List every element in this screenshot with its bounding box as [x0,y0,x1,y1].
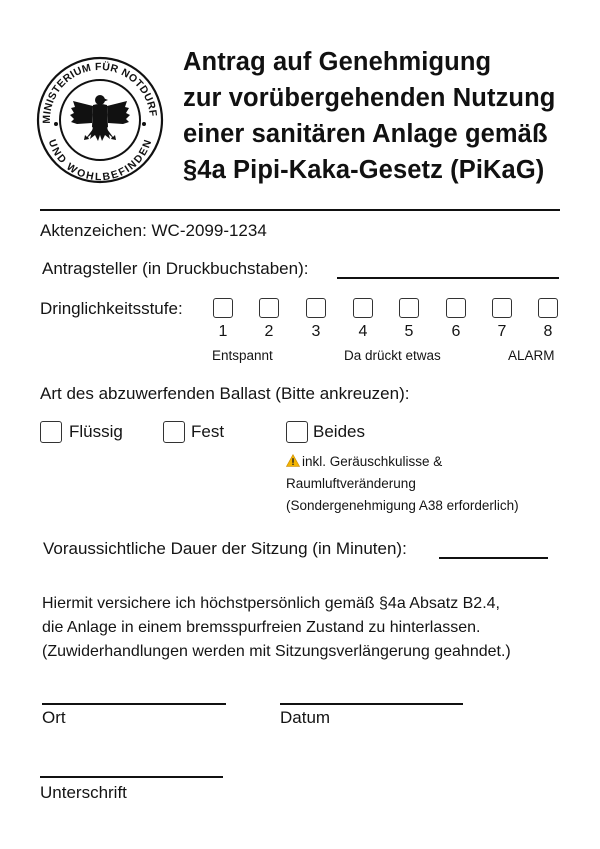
ballast-checkbox-both[interactable] [286,421,308,443]
place-field[interactable] [42,703,226,705]
place-label: Ort [42,708,66,727]
urgency-checkbox-5[interactable] [399,298,419,318]
urgency-checkbox-4[interactable] [353,298,373,318]
urgency-level-number: 7 [497,323,507,340]
declaration-line: (Zuwiderhandlungen werden mit Sitzungsverlängerung geahndet.) [42,643,511,660]
applicant-field[interactable] [337,277,559,279]
header-divider [40,209,560,211]
title-line: zur vorübergehenden Nutzung [183,84,556,112]
eagle-icon [70,95,130,141]
form-title [183,44,583,188]
urgency-checkbox-7[interactable] [492,298,512,318]
ballast-note [286,451,576,517]
duration-label: Voraussichtliche Dauer der Sitzung (in Minuten): [43,539,407,558]
ballast-note-line: inkl. Geräuschkulisse & [302,454,443,469]
ballast-checkbox-solid[interactable] [163,421,185,443]
date-label: Datum [280,708,331,727]
title-line: §4a Pipi-Kaka-Gesetz (PiKaG) [183,156,545,184]
urgency-level-number: 3 [311,323,321,340]
date-field[interactable] [280,703,463,705]
ballast-option-liquid: Flüssig [69,422,123,441]
title-line: Antrag auf Genehmigung [183,48,492,76]
urgency-label: Dringlichkeitsstufe: [40,299,183,318]
ballast-note-line: Raumluftveränderung [286,476,416,491]
ballast-note-line: (Sondergenehmigung A38 erforderlich) [286,498,519,513]
signature-label: Unterschrift [40,783,127,802]
urgency-level-number: 4 [358,323,368,340]
ballast-option-both: Beides [313,422,365,441]
urgency-scale-low: Entspannt [212,348,273,363]
declaration-line: Hiermit versichere ich höchstpersönlich gemäß §4a Absatz B2.4, [42,595,500,612]
declaration [42,592,582,664]
urgency-checkbox-3[interactable] [306,298,326,318]
file-number: Aktenzeichen: WC-2099-1234 [40,221,267,240]
ministry-seal [35,55,165,185]
urgency-checkbox-2[interactable] [259,298,279,318]
declaration-line: die Anlage in einem bremsspurfreien Zustand zu hinterlassen. [42,619,481,636]
warning-icon [286,454,300,467]
urgency-checkbox-8[interactable] [538,298,558,318]
ballast-option-solid: Fest [191,422,225,441]
applicant-label: Antragsteller (in Druckbuchstaben): [42,259,309,278]
ballast-checkbox-liquid[interactable] [40,421,62,443]
urgency-level-number: 1 [218,323,228,340]
urgency-scale-mid: Da drückt etwas [344,348,441,363]
seal-bottom-text: UND WOHLBEFINDEN [45,137,155,184]
ballast-label: Art des abzuwerfenden Ballast (Bitte ankreuzen): [40,384,410,403]
urgency-scale-high: ALARM [508,348,555,363]
duration-field[interactable] [439,557,548,559]
signature-field[interactable] [40,776,223,778]
urgency-level-number: 5 [404,323,414,340]
urgency-checkbox-1[interactable] [213,298,233,318]
urgency-level-number: 2 [264,323,274,340]
seal-top-text: MINISTERIUM FÜR NOTDURF [40,60,159,124]
urgency-level-number: 6 [451,323,461,340]
urgency-level-number: 8 [543,323,553,340]
title-line: einer sanitären Anlage gemäß [183,120,548,148]
urgency-checkbox-6[interactable] [446,298,466,318]
